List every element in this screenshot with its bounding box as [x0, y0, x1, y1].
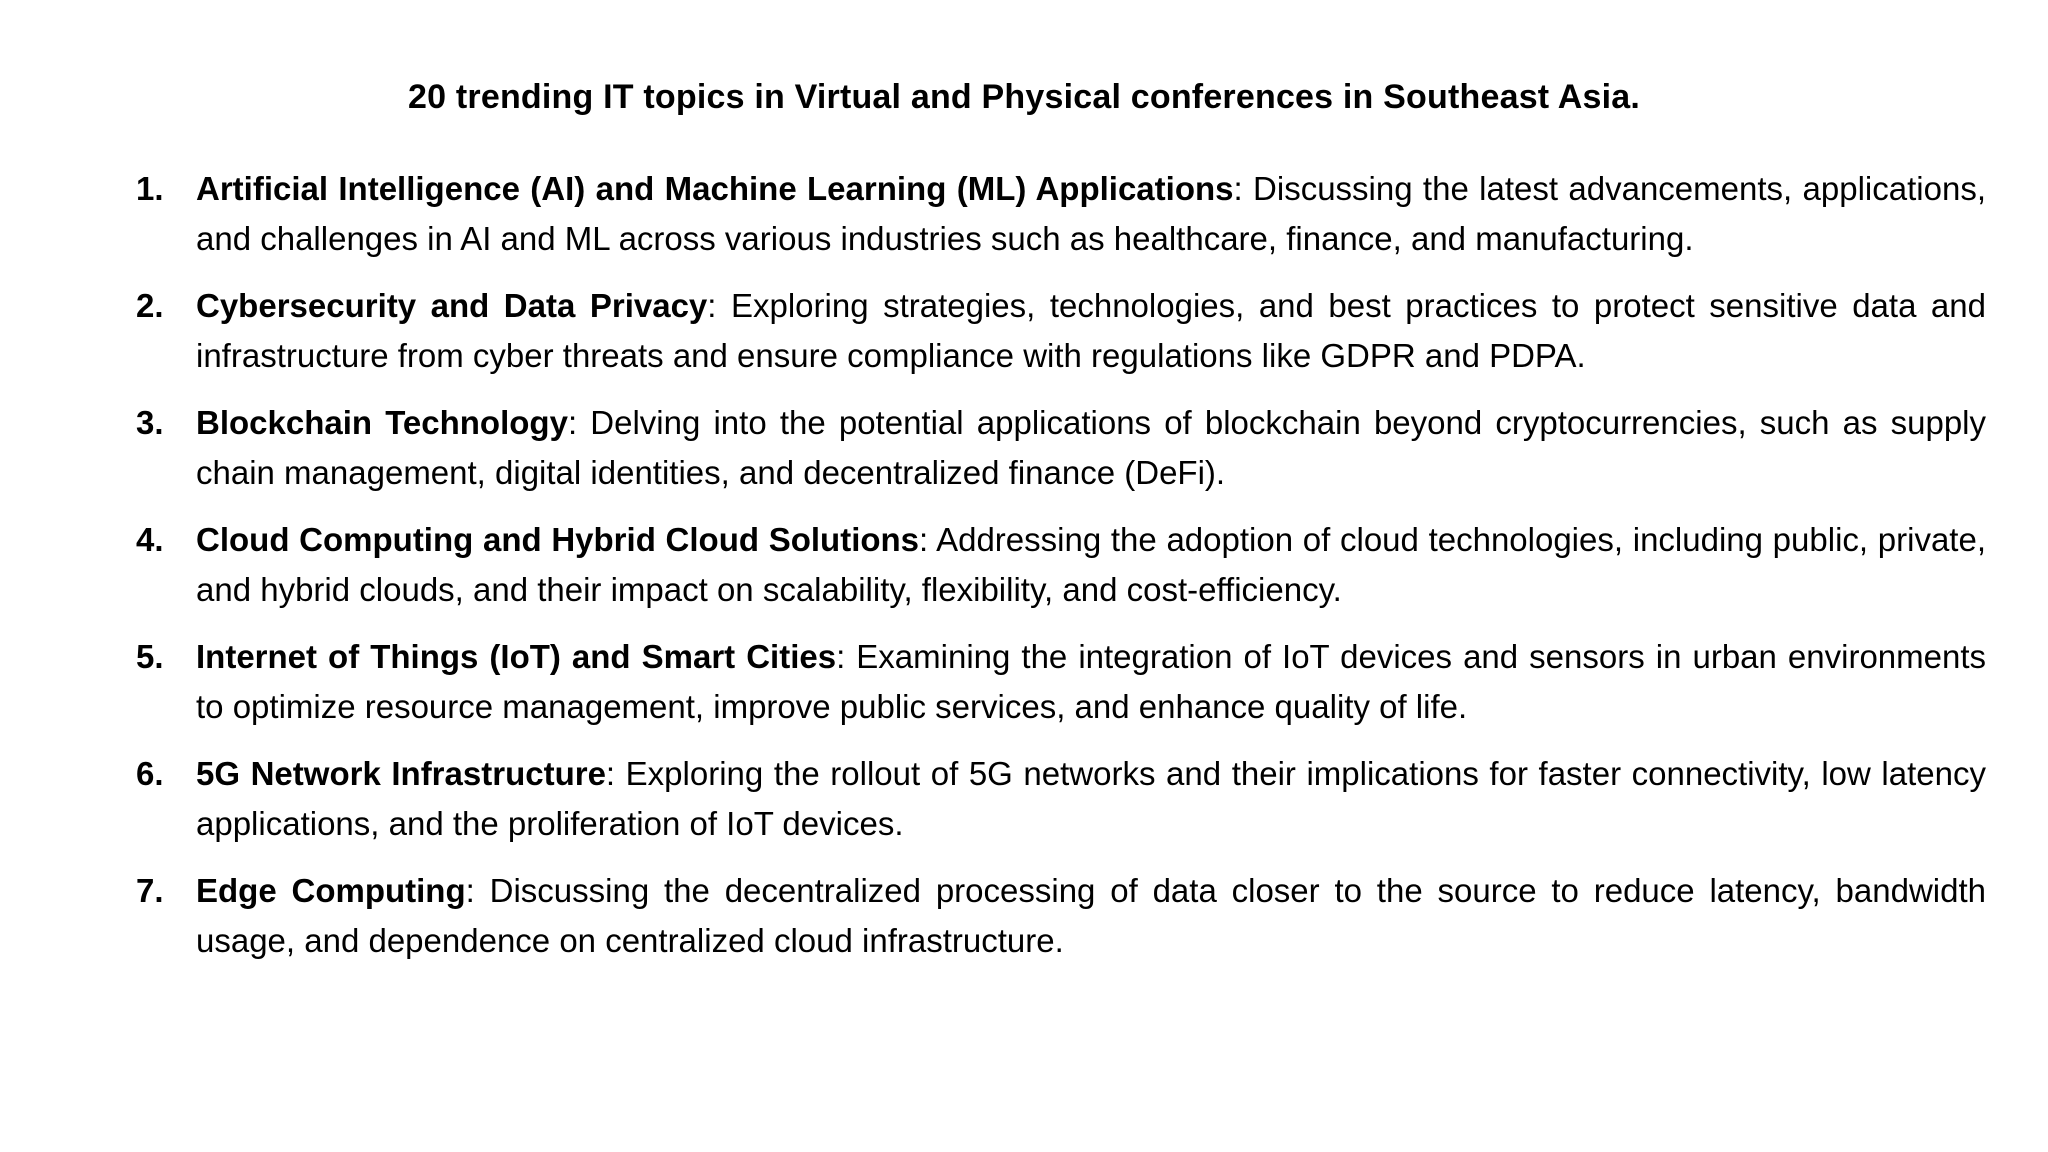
item-number: 7.: [136, 872, 164, 909]
topic-description: Exploring strategies, technologies, and best practices to protect sensitive data and infrastructure from cyber threats and ensure compliance with regulations like GDPR and PDPA.: [196, 287, 1986, 374]
topic-name: Blockchain Technology: [196, 404, 568, 441]
item-number: 1.: [136, 170, 164, 207]
topic-separator: :: [836, 638, 857, 675]
list-item: [136, 398, 1986, 498]
topic-separator: :: [1233, 170, 1254, 207]
item-number: 5.: [136, 638, 164, 675]
topic-list: [136, 164, 1986, 983]
topic-name: Edge Computing: [196, 872, 466, 909]
topic-separator: :: [919, 521, 937, 558]
topic-separator: :: [605, 755, 626, 792]
topic-name: 5G Network Infrastructure: [196, 755, 606, 792]
topic-name: Cybersecurity and Data Privacy: [196, 287, 708, 324]
list-item: [136, 515, 1986, 615]
slide-title: 20 trending IT topics in Virtual and Physical conferences in Southeast Asia.: [408, 78, 1640, 116]
item-number: 2.: [136, 287, 164, 324]
list-item: [136, 866, 1986, 966]
list-item: [136, 632, 1986, 732]
topic-separator: :: [707, 287, 731, 324]
topic-description: Delving into the potential applications of blockchain beyond cryptocurrencies, such as supply chain management, digital identities, and decentralized finance (DeFi).: [196, 404, 1987, 491]
list-item: [136, 164, 1986, 264]
topic-name: Cloud Computing and Hybrid Cloud Solutions: [196, 521, 920, 558]
item-number: 3.: [136, 404, 164, 441]
topic-description: Discussing the latest advancements, applications, and challenges in AI and ML across various industries such as healthcare, finance, and manufacturing.: [196, 170, 1986, 257]
topic-description: Exploring the rollout of 5G networks and their implications for faster connectivity, low latency applications, and the proliferation of IoT devices.: [196, 755, 1986, 842]
topic-description: Addressing the adoption of cloud technologies, including public, private, and hybrid clouds, and their impact on scalability, flexibility, and cost-efficiency.: [196, 521, 1986, 608]
topic-separator: :: [465, 872, 490, 909]
topic-separator: :: [567, 404, 591, 441]
list-item: [136, 281, 1986, 381]
list-item: [136, 749, 1986, 849]
item-number: 4.: [136, 521, 164, 558]
topic-description: Examining the integration of IoT devices and sensors in urban environments to optimize resource management, improve public services, and enhance quality of life.: [196, 638, 1987, 725]
topic-description: Discussing the decentralized processing of data closer to the source to reduce latency, bandwidth usage, and dependence on centralized cloud infrastructure.: [196, 872, 1986, 959]
item-number: 6.: [136, 755, 164, 792]
topic-name: Internet of Things (IoT) and Smart Cities: [196, 638, 837, 675]
topic-name: Artificial Intelligence (AI) and Machine Learning (ML) Applications: [196, 170, 1234, 207]
